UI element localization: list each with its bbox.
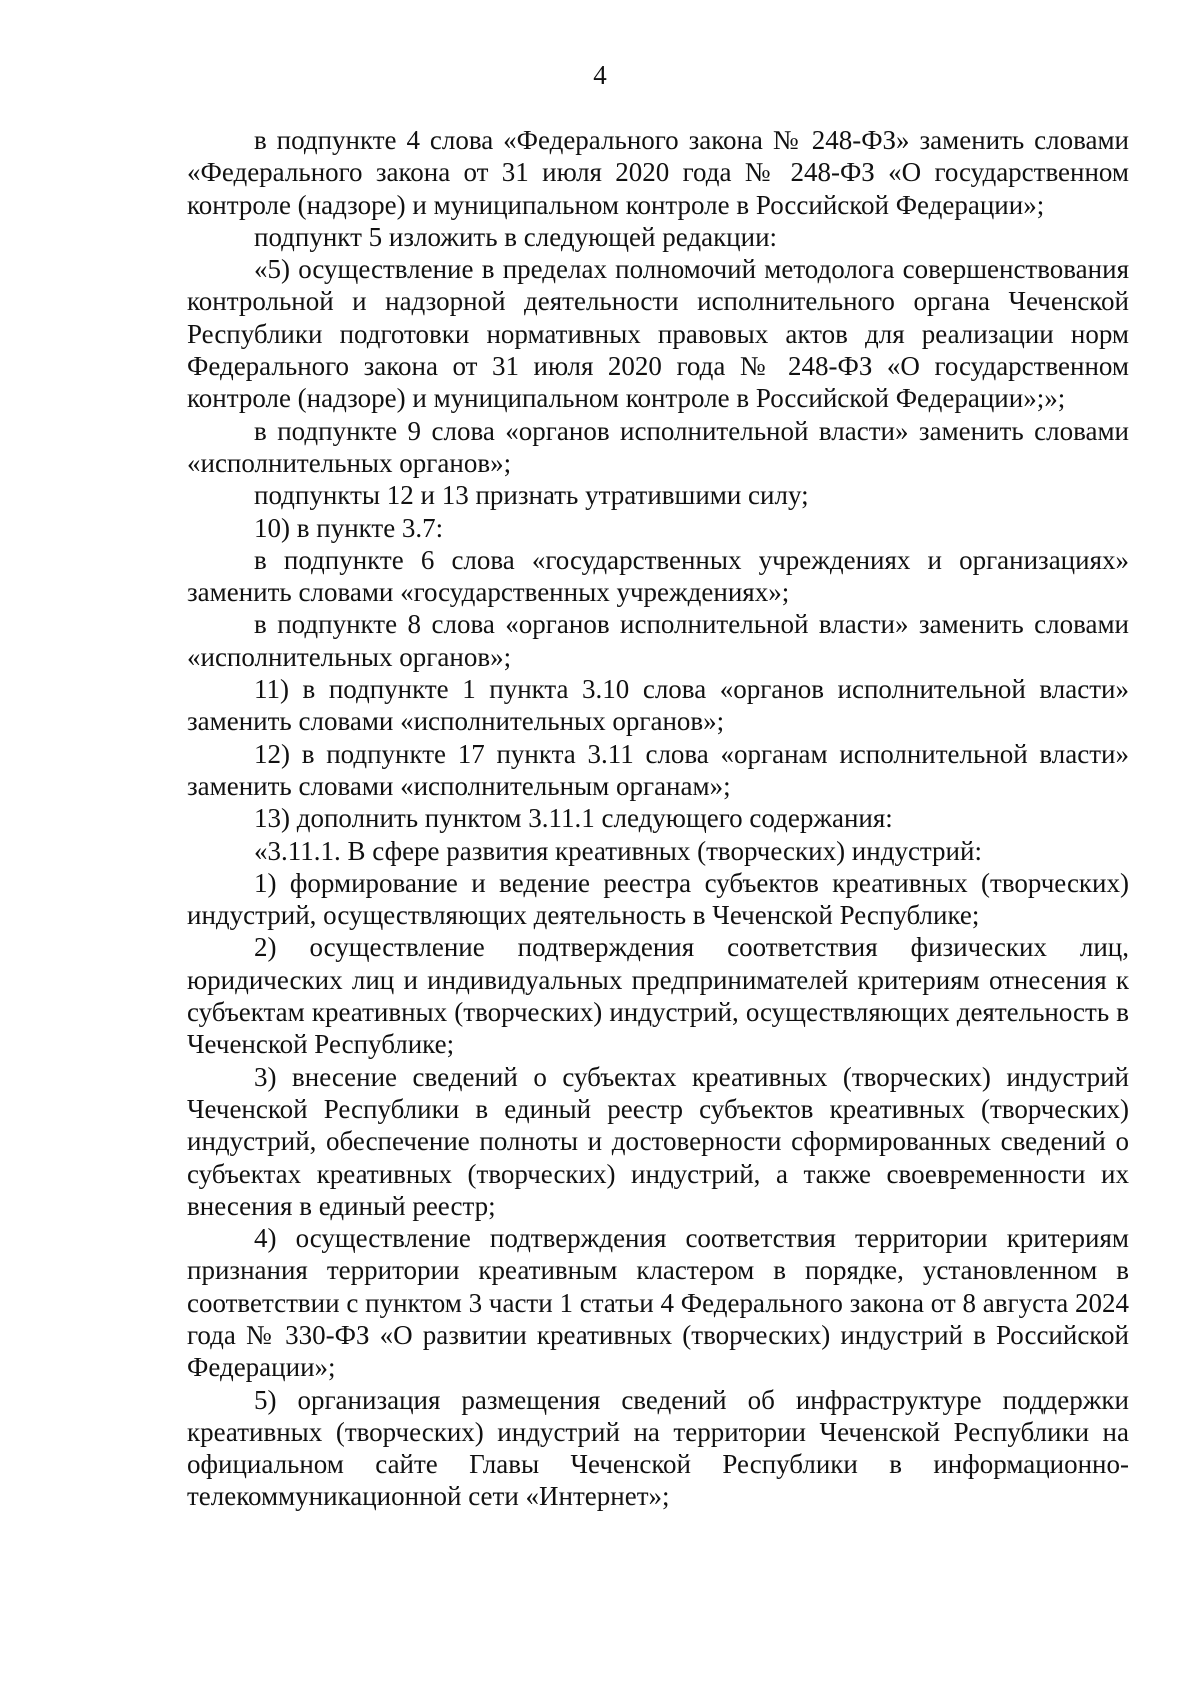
paragraph: 13) дополнить пунктом 3.11.1 следующего содержания: [254,803,893,834]
paragraph: 1) формирование и ведение реестра субъектов креативных (творческих) индустрий, осуществляющих деятельность в Чеченской Республике; [187,867,1129,931]
paragraph: 12) в подпункте 17 пункта 3.11 слова «органам исполнительной власти» заменить словами «исполнительным органам»; [187,738,1129,801]
paragraph: 11) в подпункте 1 пункта 3.10 слова «органов исполнительной власти» заменить словами «исполнительных органов»; [187,674,1129,737]
paragraph: в подпункте 6 слова «государственных учреждениях и организациях» заменить словами «государственных учреждениях»; [187,544,1129,608]
paragraph: 3) внесение сведений о субъектах креативных (творческих) индустрий Чеченской Республики в единый реестр субъектов креативных (творческих) индустрий, обеспечение полноты и достоверности сформированных сведений о субъектах креативных (творческих) индустрий, а также своевременности их внесения в единый реестр; [187,1061,1129,1221]
paragraph: 2) осуществление подтверждения соответствия физических лиц, юридических лиц и индивидуальных предпринимателей критериям отнесения к субъектам креативных (творческих) индустрий, осуществляющих деятельность в Чеченской Республике; [187,932,1129,1060]
paragraph: «5) осуществление в пределах полномочий методолога совершенствования контрольной и надзорной деятельности исполнительного органа Чеченской Республики подготовки нормативных правовых актов для реализации норм Федерального закона от 31 июля 2020 года № 248-ФЗ «О государственном контроле (надзоре) и муниципальном контроле в Российской Федерации»;»; [187,254,1129,414]
paragraph: подпункт 5 изложить в следующей редакции: [254,221,778,252]
paragraph: в подпункте 9 слова «органов исполнительной власти» заменить словами «исполнительных органов»; [187,415,1129,478]
paragraph: 4) осуществление подтверждения соответствия территории критериям признания территории креативным кластером в порядке, установленном в соответствии с пунктом 3 части 1 статьи 4 Федерального закона от 8 августа 2024 года № 330-ФЗ «О развитии креативных (творческих) индустрий в Российской Федерации»; [187,1223,1129,1383]
paragraph: подпункты 12 и 13 признать утратившими силу; [254,480,809,511]
paragraph: в подпункте 8 слова «органов исполнительной власти» заменить словами «исполнительных органов»; [187,609,1129,672]
paragraph: 5) организация размещения сведений об инфраструктуре поддержки креативных (творческих) индустрий на территории Чеченской Республики на официальном сайте Главы Чеченской Республики в информационно-телекоммуникационной сети «Интернет»; [187,1384,1129,1512]
paragraph: в подпункте 4 слова «Федерального закона № 248-ФЗ» заменить словами «Федерального закона от 31 июля 2020 года № 248-ФЗ «О государственном контроле (надзоре) и муниципальном контроле в Российской Федерации»; [187,125,1129,220]
page-number: 4 [593,60,607,90]
paragraph: «3.11.1. В сфере развития креативных (творческих) индустрий: [254,835,982,866]
paragraph: 10) в пункте 3.7: [254,512,444,543]
document-body [187,124,1129,1513]
